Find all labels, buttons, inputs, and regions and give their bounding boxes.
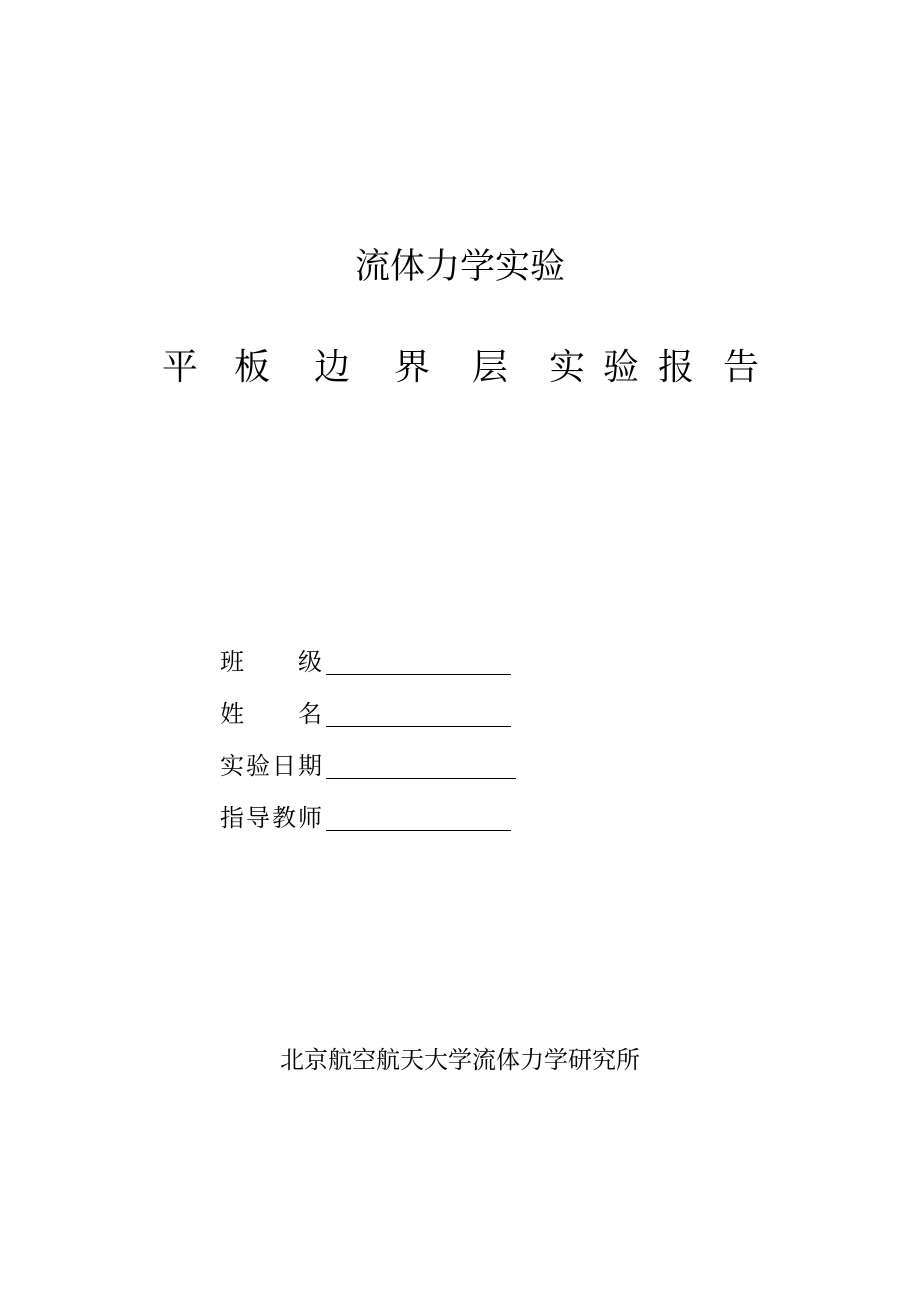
- class-label-char: 级: [298, 648, 322, 676]
- report-title-char: 界: [393, 347, 430, 388]
- instructor-field: [220, 798, 540, 850]
- date-field: [220, 746, 540, 798]
- report-title-char: 验: [602, 347, 639, 388]
- class-label-char: 班: [220, 648, 244, 676]
- name-label-char: 姓: [220, 700, 244, 728]
- name-label: [220, 694, 326, 734]
- class-label: [220, 642, 326, 682]
- instructor-label-char: 指: [220, 804, 244, 832]
- date-label-char: 实: [220, 752, 244, 780]
- class-blank-line[interactable]: [326, 674, 511, 675]
- report-title-char: 板: [233, 347, 270, 388]
- course-title: 流体力学实验: [354, 247, 565, 287]
- instructor-label: [220, 798, 326, 838]
- report-title-char: 边: [313, 347, 350, 388]
- name-field: [220, 694, 540, 746]
- date-label-char: 期: [298, 752, 322, 780]
- name-label-char: 名: [298, 700, 322, 728]
- date-label: [220, 746, 326, 786]
- instructor-label-char: 师: [298, 804, 322, 832]
- name-blank-line[interactable]: [326, 726, 511, 727]
- report-title-char: 平: [161, 347, 198, 388]
- report-title-char: 报: [657, 347, 694, 388]
- report-title-char: 层: [471, 347, 508, 388]
- date-label-char: 验: [246, 752, 270, 780]
- instructor-label-char: 导: [246, 804, 270, 832]
- instructor-blank-line[interactable]: [326, 830, 511, 831]
- date-blank-line[interactable]: [326, 778, 516, 779]
- instructor-label-char: 教: [272, 804, 296, 832]
- date-label-char: 日: [272, 752, 296, 780]
- class-field: [220, 642, 540, 694]
- report-title-char: 实: [548, 347, 585, 388]
- report-title-char: 告: [722, 347, 759, 388]
- institute-name: 北京航空航天大学流体力学研究所: [280, 1046, 640, 1074]
- student-info-form: [220, 642, 540, 850]
